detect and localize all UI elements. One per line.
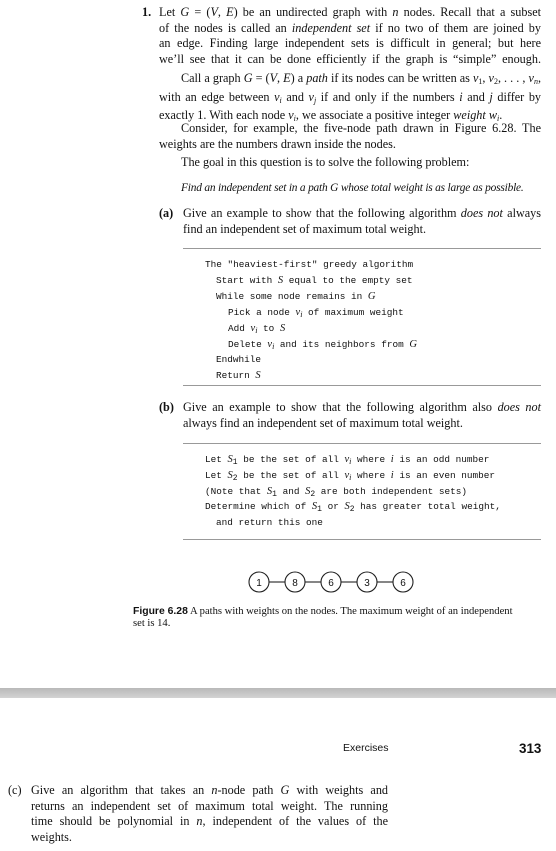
greedy-algorithm-box bbox=[183, 248, 541, 386]
running-header-title: Exercises bbox=[343, 742, 389, 754]
part-c-line-4: weights. bbox=[31, 829, 72, 844]
part-a-line-2: find an independent set of maximum total weight. bbox=[183, 221, 427, 236]
algo-b-line-3: (Note that S1 and S2 are both independent sets) bbox=[205, 486, 468, 499]
caption-text-2: set is 14. bbox=[133, 618, 171, 630]
part-c-label: (c) bbox=[8, 783, 22, 797]
path-line-1: Call a graph G = (V, E) a path if its nodes can be written as $v_1$, $v_2$, . . . , $v_n$, bbox=[181, 71, 542, 86]
path-line-3: exactly 1. With each node $v_i$, we associate a positive integer weight $w_i$. bbox=[159, 108, 503, 124]
algo-a-line-8: Return S bbox=[216, 370, 261, 381]
goal-line: The goal in this question is to solve the following problem: bbox=[181, 155, 470, 169]
page-separator bbox=[0, 688, 556, 698]
part-c-line-2: returns an independent set of maximum total weight. The running bbox=[31, 798, 388, 813]
problem-statement: Find an independent set in a path G whose total weight is as large as possible. bbox=[181, 182, 524, 194]
algo-a-line-6: Delete $v_i$ and its neighbors from G bbox=[228, 339, 417, 351]
part-a-line-1: Give an example to show that the following algorithm does not always bbox=[183, 206, 542, 220]
algo-b-line-1: Let S1 be the set of all $v_i$ where i is an odd number bbox=[205, 454, 490, 467]
intro-line-4: we’ll see that it can be done efficiently if the graph is “simple” enough. bbox=[159, 51, 541, 66]
node-1-weight: 1 bbox=[256, 578, 262, 589]
part-c-line-1: Give an algorithm that takes an n-node path G with weights and bbox=[31, 783, 389, 797]
intro-line-3: an edge. Finding large independent sets is difficult in general; but here bbox=[159, 36, 541, 51]
algo-a-line-2: Start with S equal to the empty set bbox=[216, 275, 413, 286]
problem-intro bbox=[159, 5, 541, 67]
path-line-2: with an edge between $v_i$ and $v_j$ if and only if the numbers i and j differ by bbox=[159, 89, 542, 105]
part-c-line-3: time should be polynomial in n, independent of the values of the bbox=[31, 814, 389, 829]
algo-b-line-5: and return this one bbox=[216, 517, 323, 528]
figure-caption bbox=[133, 606, 543, 631]
node-4-weight: 3 bbox=[364, 578, 370, 589]
path-graph-figure bbox=[238, 567, 438, 597]
algo-a-line-4: Pick a node $v_i$ of maximum weight bbox=[228, 307, 404, 319]
node-5-weight: 6 bbox=[400, 578, 406, 589]
node-2-weight: 8 bbox=[292, 578, 298, 589]
problem-number: 1. bbox=[142, 5, 152, 19]
algo-a-line-7: Endwhile bbox=[216, 354, 262, 365]
algo-a-line-5: Add $v_i$ to S bbox=[228, 323, 286, 335]
part-a-label: (a) bbox=[159, 206, 174, 220]
intro-line-1: Let G = (V, E) be an undirected graph with n nodes. Recall that a subset bbox=[159, 5, 542, 19]
example-line-1: Consider, for example, the five-node path drawn in Figure 6.28. The bbox=[181, 121, 541, 135]
part-b-line-1: Give an example to show that the following algorithm also does not bbox=[183, 400, 542, 414]
part-b-text bbox=[183, 400, 541, 431]
caption-label: Figure 6.28 bbox=[133, 606, 188, 617]
page-number: 313 bbox=[519, 741, 542, 756]
part-a-text bbox=[183, 206, 541, 237]
algo-a-line-1: The "heaviest-first" greedy algorithm bbox=[205, 259, 414, 270]
part-b-label: (b) bbox=[159, 400, 174, 414]
part-b-line-2: always find an independent set of maximum total weight. bbox=[183, 415, 463, 430]
textbook-page-next bbox=[0, 698, 556, 851]
algo-a-line-3: While some node remains in G bbox=[216, 291, 376, 302]
odd-even-algorithm-box bbox=[183, 443, 541, 540]
caption-text-1: A paths with weights on the nodes. The maximum weight of an independent bbox=[189, 606, 513, 617]
path-definition bbox=[159, 71, 541, 127]
example-line-2: weights are the numbers drawn inside the nodes. bbox=[159, 136, 396, 151]
algo-b-line-2: Let S2 be the set of all $v_i$ where i is an even number bbox=[205, 470, 495, 483]
intro-line-2: of the nodes is called an independent set if no two of them are joined by bbox=[159, 20, 541, 35]
node-3-weight: 6 bbox=[328, 578, 334, 589]
part-c-text bbox=[31, 783, 388, 845]
algo-b-line-4: Determine which of S1 or S2 has greater total weight, bbox=[205, 501, 501, 514]
example-paragraph bbox=[159, 121, 541, 152]
